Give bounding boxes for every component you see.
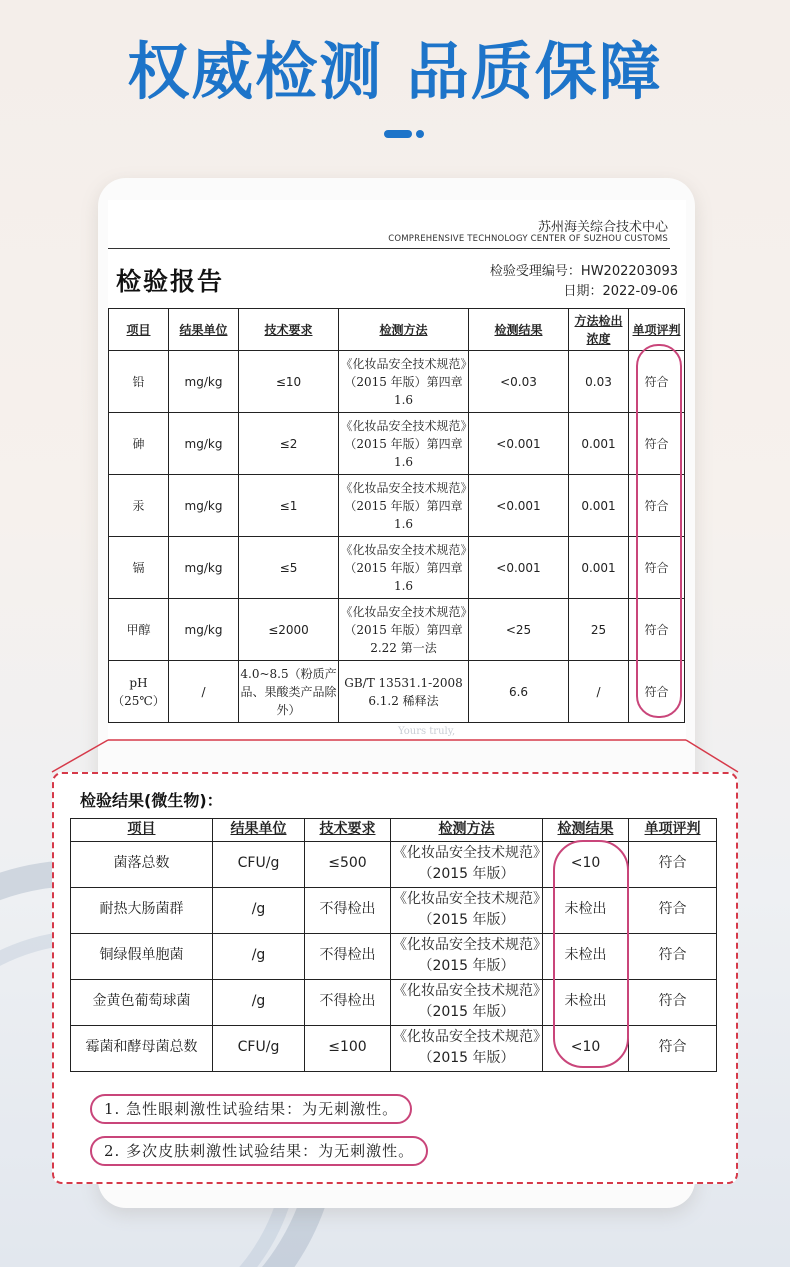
- watermark-text: Yours truly,: [398, 726, 456, 737]
- column-header: 结果单位: [213, 819, 305, 842]
- column-header: 技术要求: [305, 819, 391, 842]
- cell-unit: mg/kg: [169, 599, 239, 661]
- cell-unit: mg/kg: [169, 475, 239, 537]
- column-header: 单项评判: [629, 819, 717, 842]
- cell-item: 金黄色葡萄球菌: [71, 979, 213, 1025]
- column-header: 项目: [109, 309, 169, 351]
- cell-result: 未检出: [543, 933, 629, 979]
- cell-item: pH（25℃）: [109, 661, 169, 723]
- cell-result: <0.03: [469, 351, 569, 413]
- cell-unit: mg/kg: [169, 537, 239, 599]
- cell-result: <0.001: [469, 475, 569, 537]
- cell-unit: mg/kg: [169, 351, 239, 413]
- cell-unit: /g: [213, 887, 305, 933]
- cell-verdict: 符合: [629, 413, 685, 475]
- column-header: 单项评判: [629, 309, 685, 351]
- cell-requirement: ≤100: [305, 1025, 391, 1071]
- cell-result: 未检出: [543, 887, 629, 933]
- cell-requirement: ≤2: [239, 413, 339, 475]
- cell-verdict: 符合: [629, 475, 685, 537]
- column-header: 检测方法: [339, 309, 469, 351]
- table-header-row: [71, 819, 717, 842]
- report-number: 检验受理编号：HW202203093: [489, 264, 678, 279]
- cell-result: <10: [543, 1025, 629, 1071]
- cell-verdict: 符合: [629, 1025, 717, 1071]
- cell-requirement: ≤500: [305, 841, 391, 887]
- org-name-cn: 苏州海关综合技术中心: [537, 220, 668, 235]
- cell-item: 甲醇: [109, 599, 169, 661]
- microbe-section-title: 检验结果(微生物)：: [80, 791, 223, 810]
- cell-verdict: 符合: [629, 351, 685, 413]
- cell-verdict: 符合: [629, 599, 685, 661]
- connector-line-left: [52, 740, 108, 772]
- cell-result: 6.6: [469, 661, 569, 723]
- cell-method: 《化妆品安全技术规范》（2015 年版）: [391, 979, 543, 1025]
- org-name-en: COMPREHENSIVE TECHNOLOGY CENTER OF SUZHOU CUSTOMS: [388, 234, 668, 244]
- cell-requirement: ≤2000: [239, 599, 339, 661]
- cell-requirement: ≤5: [239, 537, 339, 599]
- cell-verdict: 符合: [629, 661, 685, 723]
- cell-item: 菌落总数: [71, 841, 213, 887]
- cell-verdict: 符合: [629, 537, 685, 599]
- column-header: 结果单位: [169, 309, 239, 351]
- cell-detection-limit: 0.001: [569, 413, 629, 475]
- cell-detection-limit: 0.001: [569, 475, 629, 537]
- cell-item: 铜绿假单胞菌: [71, 933, 213, 979]
- cell-detection-limit: 0.001: [569, 537, 629, 599]
- irritation-note-eye: 1. 急性眼刺激性试验结果：为无刺激性。: [90, 1094, 412, 1124]
- cell-method: GB/T 13531.1-2008 6.1.2 稀释法: [339, 661, 469, 723]
- cell-item: 耐热大肠菌群: [71, 887, 213, 933]
- column-header: 技术要求: [239, 309, 339, 351]
- column-header: 检测结果: [543, 819, 629, 842]
- cell-method: 《化妆品安全技术规范》（2015 年版）第四章 1.6: [339, 475, 469, 537]
- cell-result: 未检出: [543, 979, 629, 1025]
- result-highlight-oval: [553, 840, 629, 1068]
- cell-requirement: 不得检出: [305, 979, 391, 1025]
- cell-verdict: 符合: [629, 933, 717, 979]
- cell-method: 《化妆品安全技术规范》（2015 年版）第四章 2.22 第一法: [339, 599, 469, 661]
- cell-verdict: 符合: [629, 979, 717, 1025]
- cell-verdict: 符合: [629, 841, 717, 887]
- connector-line-right: [686, 740, 738, 772]
- cell-unit: /: [169, 661, 239, 723]
- cell-item: 砷: [109, 413, 169, 475]
- cell-detection-limit: /: [569, 661, 629, 723]
- report-date: 日期：2022-09-06: [563, 284, 678, 299]
- column-header: 检测方法: [391, 819, 543, 842]
- cell-verdict: 符合: [629, 887, 717, 933]
- cell-method: 《化妆品安全技术规范》（2015 年版）: [391, 1025, 543, 1071]
- cell-requirement: 不得检出: [305, 887, 391, 933]
- cell-item: 镉: [109, 537, 169, 599]
- irritation-note-skin: 2. 多次皮肤刺激性试验结果：为无刺激性。: [90, 1136, 428, 1166]
- cell-result: <25: [469, 599, 569, 661]
- microbe-results-panel: [52, 772, 738, 1184]
- cell-unit: CFU/g: [213, 1025, 305, 1071]
- cell-method: 《化妆品安全技术规范》（2015 年版）第四章 1.6: [339, 413, 469, 475]
- cell-item: 汞: [109, 475, 169, 537]
- cell-requirement: ≤1: [239, 475, 339, 537]
- cell-result: <10: [543, 841, 629, 887]
- cell-item: 霉菌和酵母菌总数: [71, 1025, 213, 1071]
- column-header: 方法检出浓度: [569, 309, 629, 351]
- column-header: 检测结果: [469, 309, 569, 351]
- column-header: 项目: [71, 819, 213, 842]
- cell-detection-limit: 0.03: [569, 351, 629, 413]
- cell-method: 《化妆品安全技术规范》（2015 年版）: [391, 887, 543, 933]
- cell-item: 铅: [109, 351, 169, 413]
- cell-method: 《化妆品安全技术规范》（2015 年版）第四章 1.6: [339, 351, 469, 413]
- cell-detection-limit: 25: [569, 599, 629, 661]
- cell-unit: /g: [213, 933, 305, 979]
- cell-result: <0.001: [469, 537, 569, 599]
- cell-unit: CFU/g: [213, 841, 305, 887]
- cell-method: 《化妆品安全技术规范》（2015 年版）: [391, 933, 543, 979]
- cell-requirement: ≤10: [239, 351, 339, 413]
- page-headline: 权威检测 品质保障: [127, 35, 663, 108]
- cell-method: 《化妆品安全技术规范》（2015 年版）: [391, 841, 543, 887]
- cell-unit: /g: [213, 979, 305, 1025]
- cell-requirement: 4.0~8.5（粉质产品、果酸类产品除外）: [239, 661, 339, 723]
- cell-result: <0.001: [469, 413, 569, 475]
- report-title: 检验报告: [116, 267, 225, 296]
- cell-requirement: 不得检出: [305, 933, 391, 979]
- cell-method: 《化妆品安全技术规范》（2015 年版）第四章 1.6: [339, 537, 469, 599]
- cell-unit: mg/kg: [169, 413, 239, 475]
